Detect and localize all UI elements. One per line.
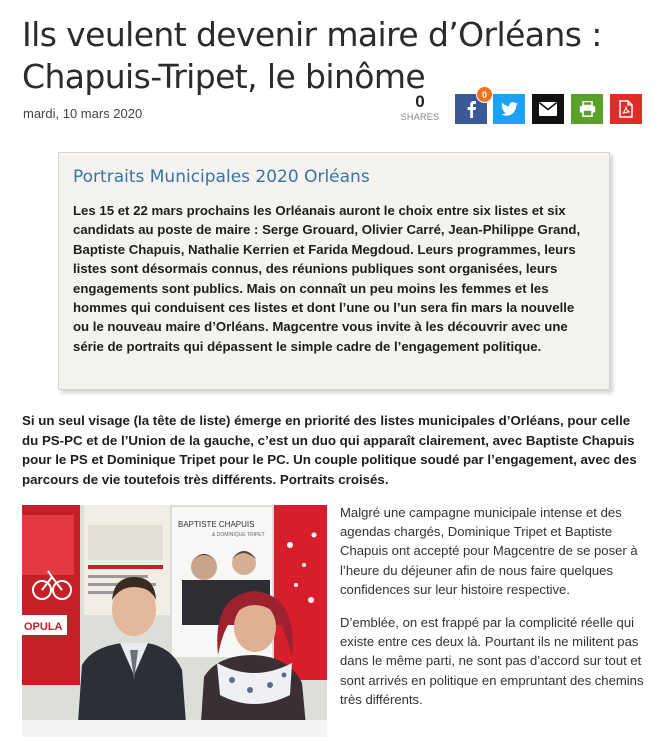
article-title: Ils veulent devenir maire d’Orléans : Chapuis-Tripet, le binôme	[22, 15, 602, 96]
article-photo	[22, 505, 327, 737]
left-poster-text: OPULA	[24, 621, 63, 633]
pdf-icon	[619, 100, 633, 118]
poster-name: BAPTISTE CHAPUIS	[178, 520, 255, 529]
pdf-button[interactable]	[610, 94, 642, 124]
twitter-share-button[interactable]	[493, 94, 525, 124]
body-paragraph-2: D’emblée, on est frappé par la complicité réelle qui existe entre ces deux là. Pourtant ils ne militent pas dans le même parti, ne sont pas d’accord sur tout et sont arrivés en politique en empruntant des chemins très différents.	[340, 615, 644, 707]
email-share-button[interactable]	[532, 94, 564, 124]
share-label: SHARES	[400, 112, 440, 122]
printer-icon	[579, 101, 596, 117]
intro-heading: Portraits Municipales 2020 Orléans	[73, 167, 370, 187]
twitter-icon	[501, 102, 518, 116]
article-body	[340, 503, 646, 723]
share-counter	[397, 92, 443, 122]
intro-box	[58, 152, 610, 390]
article-lead: Si un seul visage (la tête de liste) émerge en priorité des listes municipales d’Orléans, pour celle du PS-PC et de l’Union de la gauche, c’est un duo qui apparaît clairement, avec Baptiste Chapuis pour le PS et Dominique Tripet pour le PC. Un couple politique soudé par l’engagement, avec des parcours de vie toutefois très différents. Portraits croisés.	[22, 413, 637, 487]
article-date: mardi, 10 mars 2020	[23, 106, 143, 121]
body-paragraph-1: Malgré une campagne municipale intense et des agendas chargés, Dominique Tripet et Baptiste Chapuis ont accepté pour Magcentre de se poser à l’heure du déjeuner afin de nous faire quelques confidences sur leur histoire respective.	[340, 505, 638, 597]
intro-text: Les 15 et 22 mars prochains les Orléanais auront le choix entre six listes et six candidats au poste de maire : Serge Grouard, Olivier Carré, Jean-Philippe Grand, Baptiste Chapuis, Nathalie Kerrien et Farida Megdoud. Leurs programmes, leurs listes sont désormais connus, des réunions publiques sont organisées, leurs engagements sont publics. Mais on connaît un peu moins les femmes et les hommes qui conduisent ces listes et dont l’une ou l’un sera fin mars la nouvelle ou le nouveau maire d’Orléans. Magcentre vous invite à les découvrir avec une série de portraits qui dépassent le simple cadre de l’engagement politique.	[73, 203, 581, 354]
photo-illustration	[22, 505, 327, 737]
facebook-icon	[465, 100, 477, 118]
share-count: 0	[415, 92, 425, 111]
facebook-share-badge: 0	[476, 86, 493, 103]
poster-subtitle: & DOMINIQUE TRIPET	[212, 532, 265, 538]
envelope-icon	[539, 102, 557, 116]
print-button[interactable]	[571, 94, 603, 124]
